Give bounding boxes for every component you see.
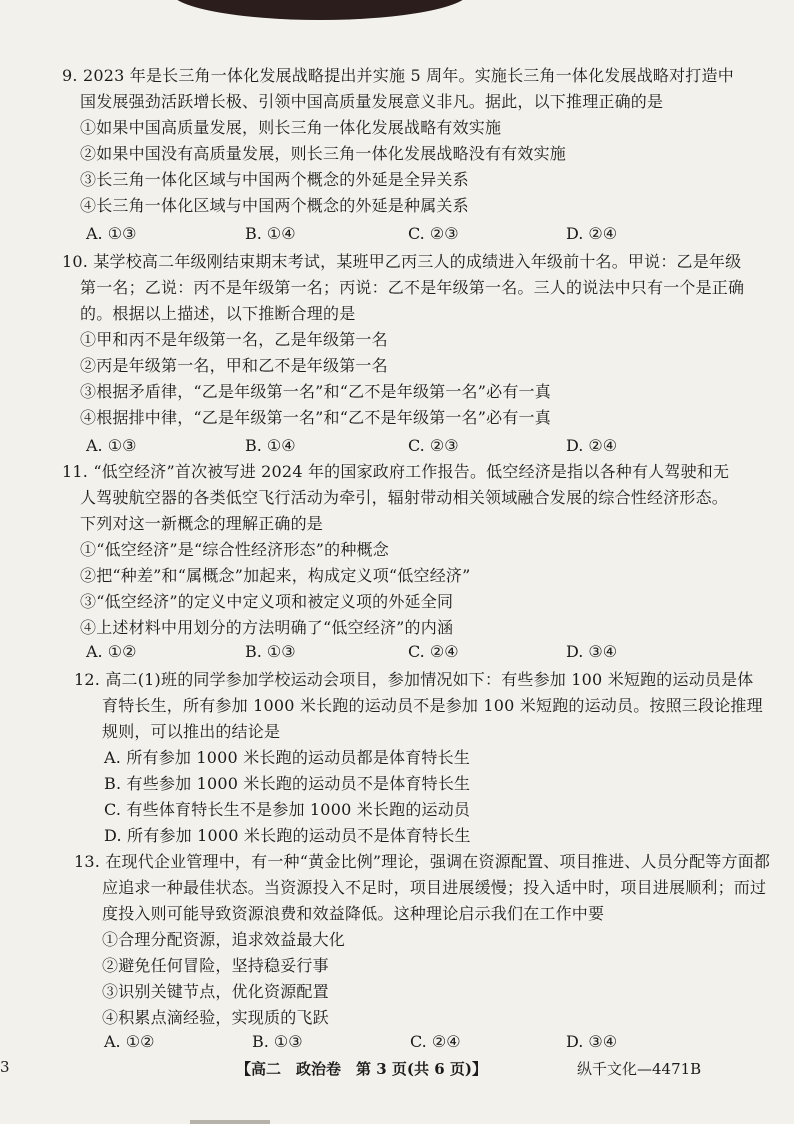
question-12-option-a[interactable]: A. 所有参加 1000 米长跑的运动员都是体育特长生 [104,748,471,767]
question-12-option-d[interactable]: D. 所有参加 1000 米长跑的运动员不是体育特长生 [104,826,471,845]
scan-shadow-bottom [190,1120,270,1124]
question-13-statement-4: ④积累点滴经验，实现质的飞跃 [102,1008,329,1027]
question-12-line-2: 育特长生，所有参加 1000 米长跑的运动员不是参加 100 米短跑的运动员。按照三段论推理 [102,696,763,715]
question-12-option-b[interactable]: B. 有些参加 1000 米长跑的运动员不是体育特长生 [104,774,471,793]
question-11-statement-3: ③“低空经济”的定义中定义项和被定义项的外延全同 [80,592,454,611]
question-9-option-c[interactable]: C. ②③ [408,224,459,243]
question-10-statement-3: ③根据矛盾律，“乙是年级第一名”和“乙不是年级第一名”必有一真 [80,382,551,401]
page-edge-number: 3 [0,1058,10,1076]
question-9-statement-2: ②如果中国没有高质量发展，则长三角一体化发展战略没有有效实施 [80,144,567,163]
question-11-option-c[interactable]: C. ②④ [408,642,459,661]
question-9-line-1: 9. 2023 年是长三角一体化发展战略提出并实施 5 周年。实施长三角一体化发展战略对打造中 [62,66,734,85]
question-13-option-a[interactable]: A. ①② [104,1032,155,1051]
question-11-statement-1: ①“低空经济”是“综合性经济形态”的种概念 [80,540,389,559]
question-10-option-b[interactable]: B. ①④ [245,436,296,455]
question-11-statement-4: ④上述材料中用划分的方法明确了“低空经济”的内涵 [80,618,454,637]
question-10-option-a[interactable]: A. ①③ [86,436,137,455]
question-10-line-2: 第一名；乙说：丙不是年级第一名；丙说：乙不是年级第一名。三人的说法中只有一个是正确 [80,278,745,297]
question-13-line-3: 度投入则可能导致资源浪费和效益降低。这种理论启示我们在工作中要 [102,904,605,923]
question-13-option-b[interactable]: B. ①③ [252,1032,303,1051]
question-13-line-1: 13. 在现代企业管理中，有一种“黄金比例”理论，强调在资源配置、项目推进、人员分配等方面都 [74,852,771,871]
question-11-option-b[interactable]: B. ①③ [245,642,296,661]
question-12-option-c[interactable]: C. 有些体育特长生不是参加 1000 米长跑的运动员 [104,800,471,819]
question-13-statement-3: ③识别关键节点，优化资源配置 [102,982,329,1001]
question-13-option-d[interactable]: D. ③④ [566,1032,618,1051]
question-9-option-a[interactable]: A. ①③ [86,224,137,243]
page-footer-code: 纵千文化—4471B [577,1060,702,1078]
question-10-statement-4: ④根据排中律，“乙是年级第一名”和“乙不是年级第一名”必有一真 [80,408,551,427]
question-11-option-a[interactable]: A. ①② [86,642,137,661]
question-11-statement-2: ②把“种差”和“属概念”加起来，构成定义项“低空经济” [80,566,471,585]
question-11-option-d[interactable]: D. ③④ [566,642,618,661]
question-10-option-d[interactable]: D. ②④ [566,436,618,455]
question-11-line-2: 人驾驶航空器的各类低空飞行活动为牵引，辐射带动相关领域融合发展的综合性经济形态。 [80,488,729,507]
question-13-statement-1: ①合理分配资源，追求效益最大化 [102,930,346,949]
question-10-line-1: 10. 某学校高二年级刚结束期末考试，某班甲乙丙三人的成绩进入年级前十名。甲说：乙是年级 [62,252,742,271]
question-9-option-b[interactable]: B. ①④ [245,224,296,243]
question-9-statement-3: ③长三角一体化区域与中国两个概念的外延是全异关系 [80,170,469,189]
question-10-option-c[interactable]: C. ②③ [408,436,459,455]
question-10-line-3: 的。根据以上描述，以下推断合理的是 [80,304,356,323]
question-10-statement-2: ②丙是年级第一名，甲和乙不是年级第一名 [80,356,388,375]
page-footer-title: 【高二 政治卷 第 3 页(共 6 页)】 [236,1060,487,1078]
question-11-line-1: 11. “低空经济”首次被写进 2024 年的国家政府工作报告。低空经济是指以各种有人驾驶和无 [62,462,730,481]
question-9-statement-1: ①如果中国高质量发展，则长三角一体化发展战略有效实施 [80,118,502,137]
question-9-statement-4: ④长三角一体化区域与中国两个概念的外延是种属关系 [80,196,469,215]
question-9-option-d[interactable]: D. ②④ [566,224,618,243]
question-10-statement-1: ①甲和丙不是年级第一名，乙是年级第一名 [80,330,388,349]
question-9-line-2: 国发展强劲活跃增长极、引领中国高质量发展意义非凡。据此，以下推理正确的是 [80,92,664,111]
question-12-line-1: 12. 高二(1)班的同学参加学校运动会项目，参加情况如下：有些参加 100 米短跑的运动员是体 [74,670,754,689]
question-13-option-c[interactable]: C. ②④ [410,1032,461,1051]
question-13-statement-2: ②避免任何冒险，坚持稳妥行事 [102,956,329,975]
question-11-line-3: 下列对这一新概念的理解正确的是 [80,514,324,533]
question-12-line-3: 规则，可以推出的结论是 [102,722,281,741]
question-13-line-2: 应追求一种最佳状态。当资源投入不足时，项目进展缓慢；投入适中时，项目进展顺利；而过 [102,878,767,897]
